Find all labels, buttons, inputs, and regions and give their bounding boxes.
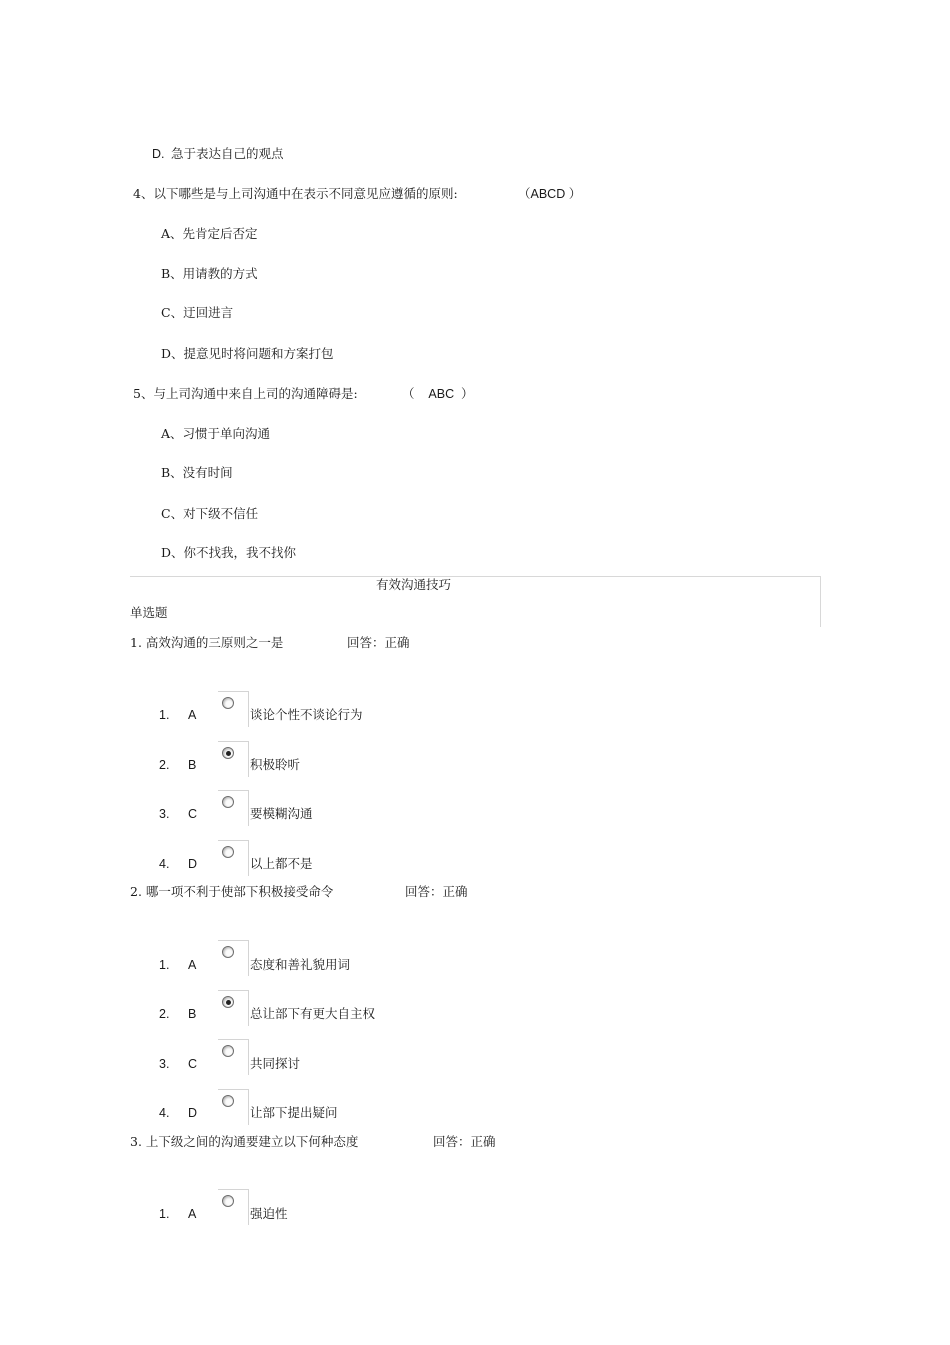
option-number: 2. bbox=[159, 1007, 170, 1021]
radio-cell bbox=[218, 790, 249, 826]
option-letter: C bbox=[188, 1057, 198, 1071]
question-4-option-a: A、先肯定后否定 bbox=[161, 226, 258, 241]
option-text: 总让部下有更大自主权 bbox=[250, 1006, 376, 1021]
radio-button-c[interactable] bbox=[222, 796, 234, 808]
radio-button-b[interactable] bbox=[222, 747, 234, 759]
question-5-option-d: D、你不找我，我不找你 bbox=[161, 545, 297, 560]
question-5-option-b: B、没有时间 bbox=[161, 465, 233, 480]
option-text: 谈论个性不谈论行为 bbox=[250, 707, 363, 722]
option-text: 让部下提出疑问 bbox=[250, 1105, 338, 1120]
section-title: 有效沟通技巧 bbox=[376, 577, 452, 592]
option-text: 积极聆听 bbox=[250, 757, 301, 772]
radio-button-d[interactable] bbox=[222, 1095, 234, 1107]
option-letter: D. bbox=[152, 147, 165, 161]
radio-button-b[interactable] bbox=[222, 996, 234, 1008]
radio-button-a[interactable] bbox=[222, 946, 234, 958]
option-number: 3. bbox=[159, 807, 170, 821]
question-5-answer: （ ABC ） bbox=[402, 387, 474, 401]
option-letter: A bbox=[188, 958, 197, 972]
option-number: 3. bbox=[159, 1057, 170, 1071]
option-letter: A bbox=[188, 1207, 197, 1221]
question-4-text: 4、以下哪些是与上司沟通中在表示不同意见应遵循的原则: bbox=[133, 186, 458, 201]
mc-question-2-text: 2. 哪一项不利于使部下积极接受命令 bbox=[130, 884, 334, 899]
option-text: 要模糊沟通 bbox=[250, 806, 313, 821]
option-letter: B bbox=[188, 1007, 197, 1021]
option-letter: B bbox=[188, 758, 197, 772]
section-type: 单选题 bbox=[130, 605, 168, 620]
option-text: 共同探讨 bbox=[250, 1056, 301, 1071]
option-letter: A bbox=[188, 708, 197, 722]
radio-cell bbox=[218, 691, 249, 727]
question-5-option-a: A、习惯于单向沟通 bbox=[161, 426, 271, 441]
option-number: 1. bbox=[159, 958, 170, 972]
radio-cell bbox=[218, 1189, 249, 1225]
radio-cell bbox=[218, 1039, 249, 1075]
section-divider bbox=[130, 576, 821, 627]
option-text: 强迫性 bbox=[250, 1206, 288, 1221]
mc-question-3-text: 3. 上下级之间的沟通要建立以下何种态度 bbox=[130, 1134, 359, 1149]
radio-button-d[interactable] bbox=[222, 846, 234, 858]
question-4-answer: （ABCD ） bbox=[518, 187, 582, 201]
option-number: 4. bbox=[159, 1106, 170, 1120]
radio-button-c[interactable] bbox=[222, 1045, 234, 1057]
option-number: 2. bbox=[159, 758, 170, 772]
radio-button-a[interactable] bbox=[222, 1195, 234, 1207]
option-text: 以上都不是 bbox=[250, 856, 313, 871]
option-text: 急于表达自己的观点 bbox=[171, 146, 284, 161]
mc-question-1-result: 回答：正确 bbox=[347, 635, 410, 650]
radio-button-a[interactable] bbox=[222, 697, 234, 709]
option-number: 1. bbox=[159, 1207, 170, 1221]
option-letter: D bbox=[188, 857, 198, 871]
question-4-option-c: C、迂回进言 bbox=[161, 305, 234, 320]
option-letter: C bbox=[188, 807, 198, 821]
question-4-option-b: B、用请教的方式 bbox=[161, 266, 258, 281]
mc-question-2-result: 回答：正确 bbox=[405, 884, 468, 899]
radio-cell bbox=[218, 840, 249, 876]
radio-cell bbox=[218, 940, 249, 976]
option-text: 态度和善礼貌用词 bbox=[250, 957, 351, 972]
mc-question-1-text: 1. 高效沟通的三原则之一是 bbox=[130, 635, 284, 650]
radio-cell bbox=[218, 990, 249, 1026]
radio-cell bbox=[218, 741, 249, 777]
option-number: 1. bbox=[159, 708, 170, 722]
option-letter: D bbox=[188, 1106, 198, 1120]
question-5-option-c: C、对下级不信任 bbox=[161, 506, 259, 521]
question-4-option-d: D、提意见时将问题和方案打包 bbox=[161, 346, 334, 361]
question-5-text: 5、与上司沟通中来自上司的沟通障碍是: bbox=[133, 386, 358, 401]
option-number: 4. bbox=[159, 857, 170, 871]
mc-question-3-result: 回答：正确 bbox=[433, 1134, 496, 1149]
radio-cell bbox=[218, 1089, 249, 1125]
